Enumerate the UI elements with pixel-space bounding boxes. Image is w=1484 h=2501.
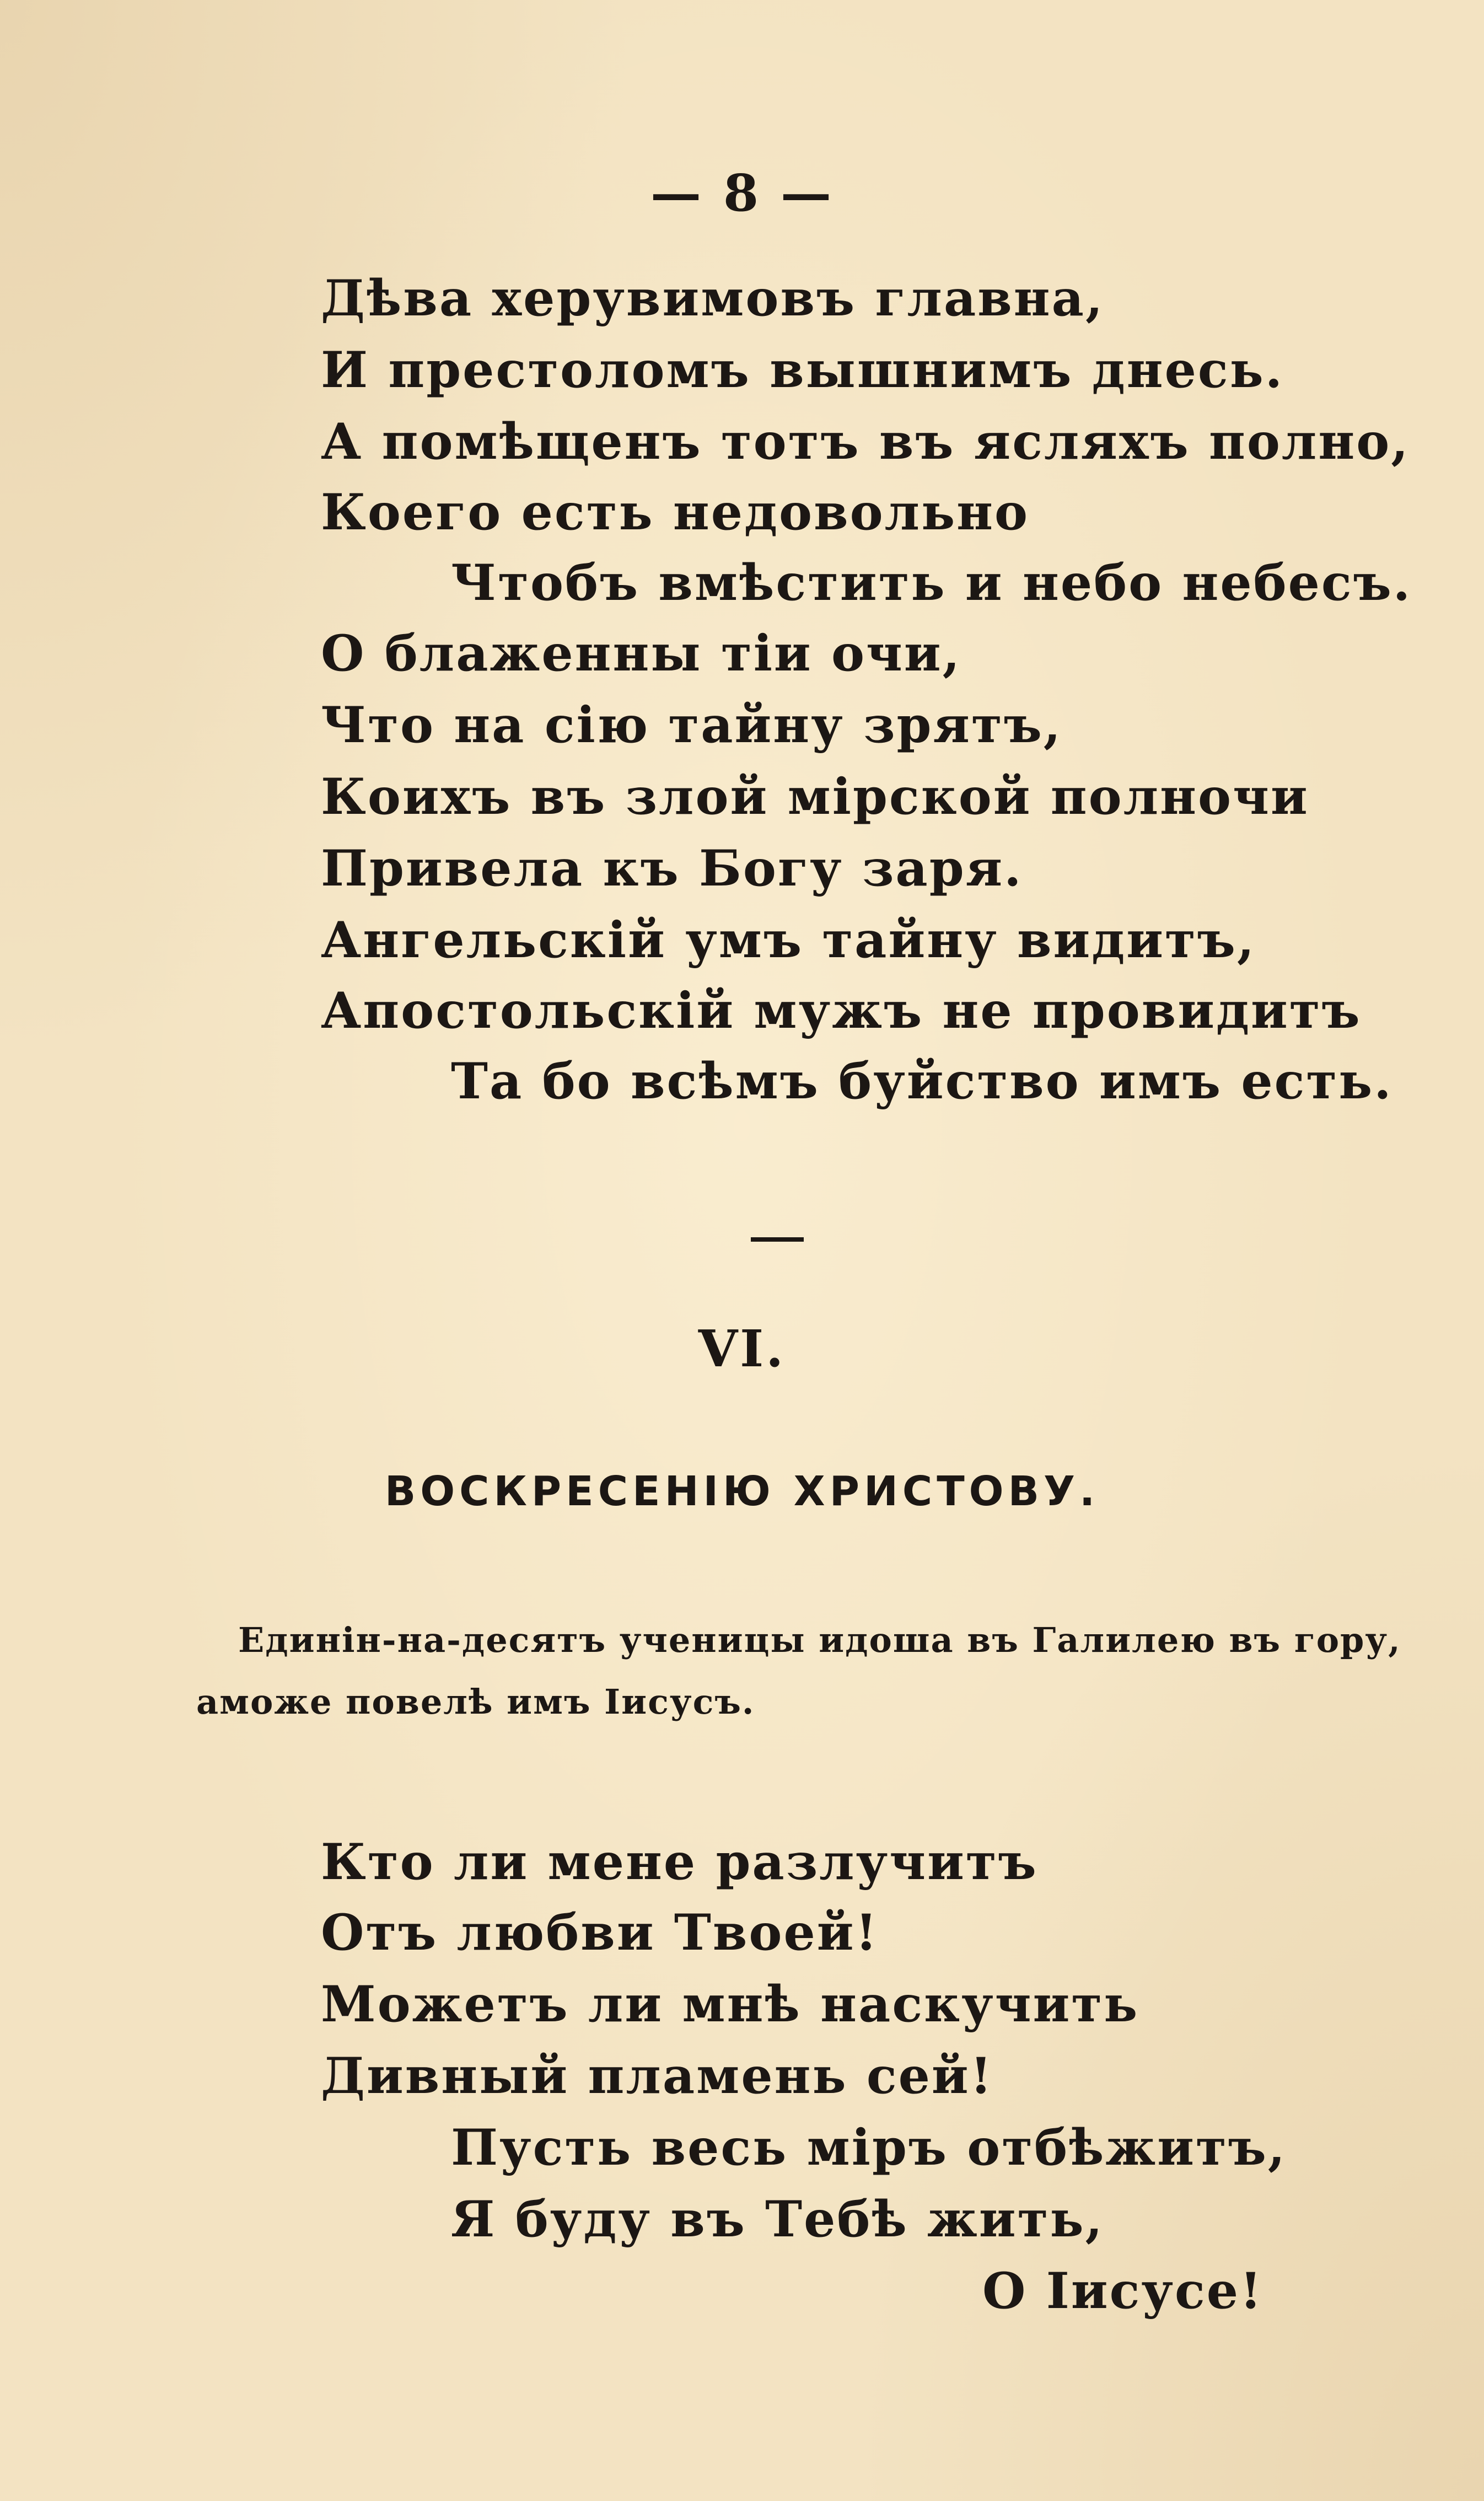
poem-line: Что на сію тайну зрятъ, <box>321 696 1063 754</box>
poem-line: Апостольскій мужъ не провидитъ <box>321 981 1362 1040</box>
poem-line: Коего есть недовольно <box>321 483 1030 541</box>
poem-line-right: О Іисусе! <box>982 2262 1263 2320</box>
epigraph-line: аможе повелѣ имъ Іисусъ. <box>196 1682 755 1722</box>
section-title: ВОСКРЕСЕНІЮ ХРИСТОВУ. <box>384 1468 1100 1515</box>
poem-line: О блаженны тіи очи, <box>321 624 962 683</box>
poem-line: Отъ любви Твоей! <box>321 1903 879 1962</box>
poem-line: Дѣва херувимовъ главна, <box>321 269 1105 328</box>
poem-line: Дивный пламень сей! <box>321 2047 994 2105</box>
poem-line-indented: Я буду въ Тебѣ жить, <box>451 2190 1104 2248</box>
poem-line: Кто ли мене разлучитъ <box>321 1833 1038 1891</box>
poem-line: Привела къ Богу заря. <box>321 839 1023 898</box>
poem-line-indented: Та бо всѣмъ буйство имъ есть. <box>451 1052 1393 1110</box>
poem-line: Можетъ ли мнѣ наскучить <box>321 1975 1139 2033</box>
page-number: — 8 — <box>650 163 834 223</box>
poem-line: И престоломъ вышнимъ днесь. <box>321 341 1284 399</box>
poem-line: Коихъ въ злой мірской полночи <box>321 768 1309 826</box>
section-numeral: VI. <box>698 1319 786 1378</box>
poem-line: Ангельскій умъ тайну видитъ, <box>321 911 1256 969</box>
epigraph-line: Единін-на-десятъ ученицы идоша въ Галилею въ гору, <box>238 1620 1401 1660</box>
poem-line-indented: Пусть весь міръ отбѣжитъ, <box>451 2118 1287 2177</box>
poem-line: А помѣщенъ тотъ въ ясляхъ полно, <box>321 412 1410 471</box>
poem-line-indented: Чтобъ вмѣстить и небо небесъ. <box>451 554 1412 612</box>
section-divider <box>751 1237 804 1242</box>
